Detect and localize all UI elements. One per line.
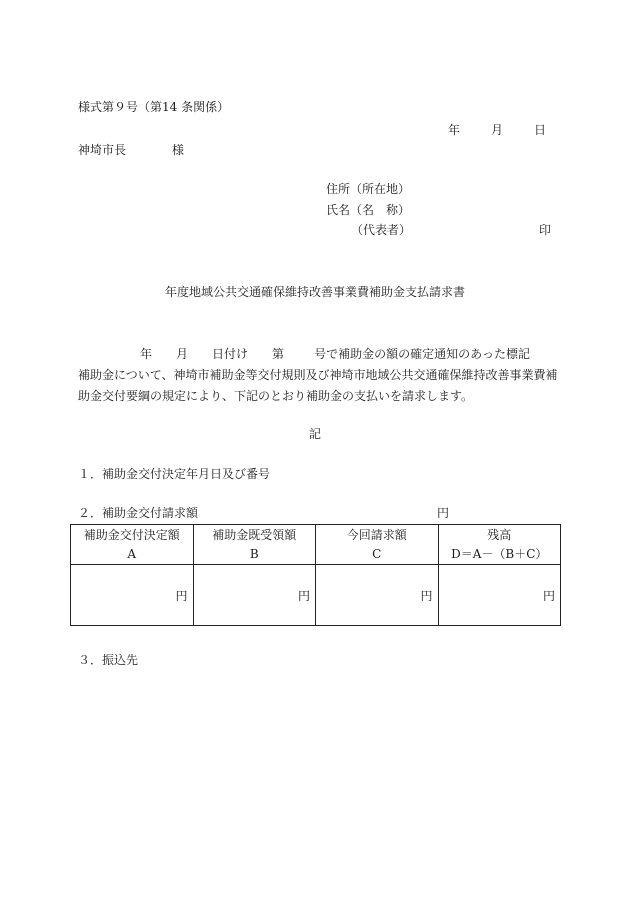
amount-cell-c: 円 [316,565,439,626]
seal-mark: 印 [539,223,552,237]
body-paragraph [78,344,558,407]
header-cell-a: 補助金交付決定額 A [71,525,194,565]
header-cell-d: 残高 D＝A－（B＋C） [438,525,561,565]
addressee-line [78,143,184,158]
item-2: ２．補助金交付請求額 [78,506,199,520]
date-day: 日 [534,123,547,137]
amount-cell-d: 円 [438,565,561,626]
body-line-1: 年 月 日付け 第 号で補助金の額の確定通知のあった標記 [140,347,530,361]
honorific: 様 [172,143,185,157]
table-header-row [71,525,561,565]
item-3: ３．振込先 [78,653,139,667]
form-number: 様式第９号（第14 条関係） [78,100,230,114]
amount-table [70,524,561,626]
date-year: 年 [448,123,461,137]
item-2-unit: 円 [437,506,450,520]
document-title: 年度地域公共交通確保維持改善事業費補助金支払請求書 [164,285,465,299]
table-row [71,565,561,626]
addressee: 神埼市長 [78,143,127,157]
representative-label: （代表者） [351,223,412,237]
date-month: 月 [491,123,504,137]
amount-cell-a: 円 [71,565,194,626]
header-cell-b: 補助金既受領額 B [193,525,316,565]
body-line-2: 補助金について、神埼市補助金等交付規則及び神埼市地域公共交通確保維持改善事業費補 [78,368,558,382]
address-label: 住所（所在地） [326,182,411,196]
date-line [448,123,546,138]
body-line-3: 助金交付要綱の規定により、下記のとおり補助金の支払いを請求します。 [78,389,474,403]
item-1: １．補助金交付決定年月日及び番号 [78,467,271,481]
amount-cell-b: 円 [193,565,316,626]
ki-heading: 記 [308,427,321,441]
header-cell-c: 今回請求額 C [316,525,439,565]
name-label: 氏名（名 称） [326,203,411,217]
